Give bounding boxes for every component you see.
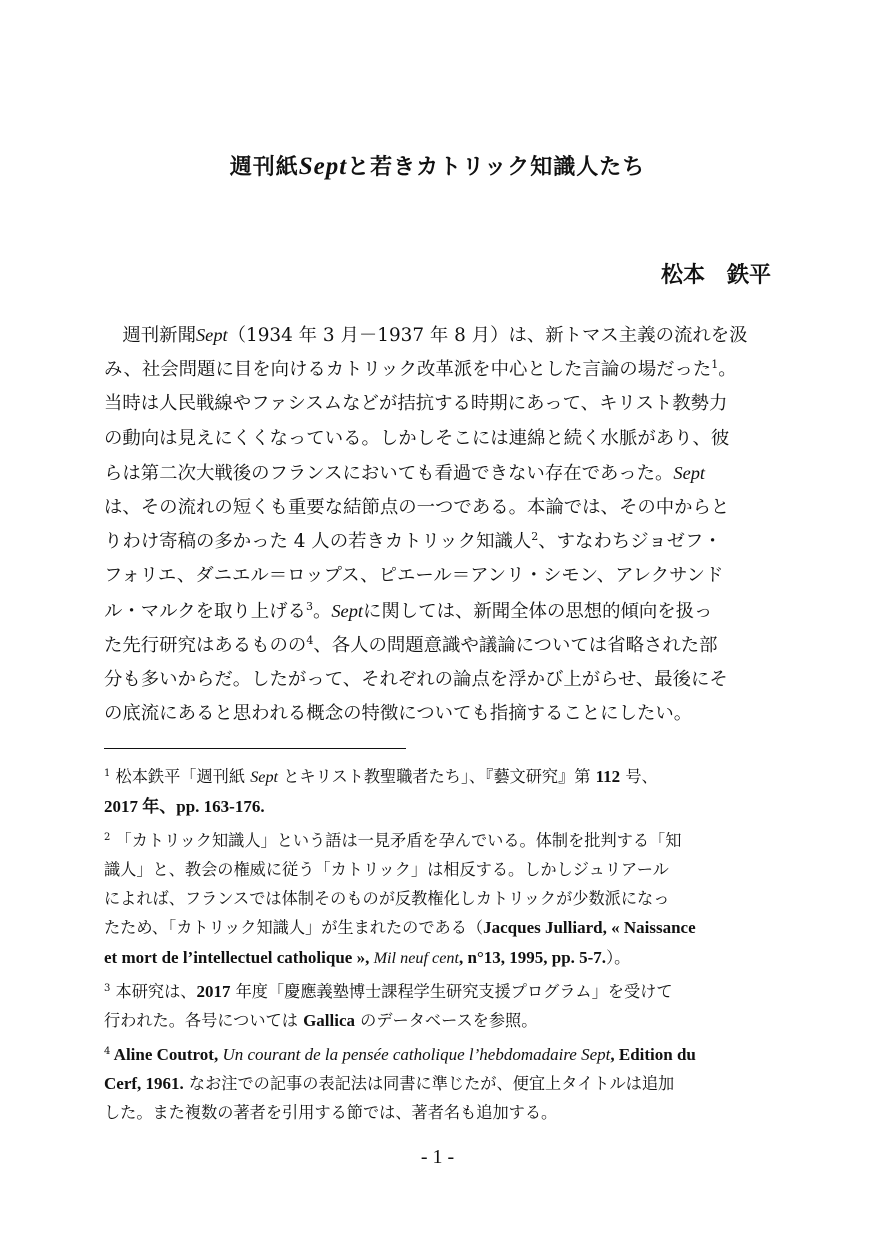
text-run: Aline Coutrot, [110, 1044, 223, 1064]
footnote-line [104, 1069, 776, 1098]
body-line [104, 629, 776, 663]
footnote-divider [104, 748, 406, 749]
body-line [104, 353, 776, 387]
body-line [104, 594, 776, 629]
footnote-line [104, 1006, 776, 1035]
text-run: 号、 [625, 767, 658, 786]
footnote-line [104, 943, 776, 973]
text-run: Jacques Julliard, « Naissance [483, 918, 696, 938]
footnote-number: 4 [104, 1045, 111, 1057]
italic-run: Sept [331, 600, 364, 621]
title-part-1: 週刊紙 [229, 155, 299, 180]
body-paragraph [104, 318, 776, 731]
footnote-ref[interactable]: 1 [711, 358, 719, 372]
text-run: 、すなわちジョゼフ・ [538, 531, 722, 553]
italic-run: Sept [673, 462, 706, 483]
footnote-3 [104, 977, 776, 1036]
text-run: た先行研究はあるものの [104, 634, 307, 656]
footnote-line [104, 913, 776, 942]
footnote-line: によれば、フランスでは体制そのものが反教権化しカトリックが少数派になっ [104, 889, 670, 909]
footnote-4 [104, 1040, 776, 1128]
italic-run: Un courant de la pensée catholique l’hebdomadaire Sept [222, 1044, 611, 1064]
text-run: 松本鉄平「週刊紙 [110, 767, 246, 786]
footnote-ref[interactable]: 4 [306, 633, 314, 647]
text-run: 年度「慶應義塾博士課程学生研究支援プログラム」を受けて [235, 982, 673, 1002]
body-line: の動向は見えにくくなっている。しかしそこには連綿と続く水脈があり、彼 [104, 427, 730, 449]
body-line [104, 456, 776, 491]
text-run: 「カトリック知識人」という語は一見矛盾を孕んでいる。体制を批判する「知 [110, 830, 682, 850]
footnote-line [104, 1040, 776, 1069]
text-run: 2017 [196, 982, 231, 1002]
text-run: 、各人の問題意識や議論については省略された部 [313, 634, 718, 656]
footnotes [104, 762, 776, 1132]
text-run: 。 [312, 600, 332, 622]
text-run: み、社会問題に目を向けるカトリック改革派を中心とした言論の場だった [104, 359, 712, 381]
footnote-line [104, 826, 776, 855]
text-run: たため、「カトリック知識人」が生まれたのである（ [104, 918, 484, 938]
title-part-2: と若きカトリック知識人たち [347, 155, 646, 180]
text-run: りわけ寄稿の多かった 4 人の若きカトリック知識人 [104, 531, 532, 553]
body-line [104, 525, 776, 559]
footnote-2 [104, 826, 776, 973]
text-run: （1934 年 3 月－1937 年 8 月）は、新トマス主義の流れを汲 [227, 325, 748, 346]
italic-run: Sept [195, 325, 228, 345]
title-italic-sept: Sept [298, 153, 348, 180]
text-run: 週刊新聞 [104, 325, 196, 346]
italic-run: Sept [250, 768, 279, 786]
footnote-1 [104, 762, 776, 822]
footnote-line [104, 977, 776, 1006]
text-run: 本研究は、 [110, 982, 197, 1002]
text-run: Gallica [303, 1011, 356, 1031]
text-run: なお注での記事の表記法は同書に準じたが、便宜上タイトルは追加 [183, 1073, 675, 1093]
footnote-line: 2017 年、pp. 163-176. [104, 797, 265, 817]
body-line: 分も多いからだ。したがって、それぞれの論点を浮かび上がらせ、最後にそ [104, 669, 728, 691]
body-line: の底流にあると思われる概念の特徴についても指摘することにしたい。 [104, 703, 693, 725]
text-run: ル・マルクを取り上げる [104, 600, 306, 622]
text-run: とキリスト教聖職者たち」、『藝文研究』第 [283, 767, 591, 786]
italic-run: Mil neuf cent [373, 948, 459, 967]
text-run: のデータベースを参照。 [355, 1011, 538, 1031]
text-run: 行われた。各号については [104, 1011, 304, 1031]
text-run: , Edition du [610, 1044, 696, 1064]
body-line: 当時は人民戦線やファシスムなどが拮抗する時期にあって、キリスト教勢力 [104, 393, 728, 415]
text-run: に関しては、新聞全体の思想的傾向を扱っ [363, 600, 713, 622]
footnote-number: 2 [104, 831, 111, 843]
body-line: フォリエ、ダニエル＝ロップス、ピエール＝アンリ・シモン、アレクサンド [104, 565, 724, 587]
body-line: は、その流れの短くも重要な結節点の一つである。本論では、その中からと [104, 497, 730, 519]
text-run: 。 [718, 359, 737, 381]
text-run: らは第二次大戦後のフランスにおいても看過できない存在であった。 [104, 462, 674, 484]
footnote-ref[interactable]: 3 [305, 599, 313, 613]
text-run: ）。 [606, 947, 631, 967]
text-run: Cerf, 1961. [104, 1073, 184, 1093]
text-run: 112 [595, 767, 621, 786]
footnote-line: 識人」と、教会の権威に従う「カトリック」は相反する。しかしジュリアール [104, 859, 669, 879]
page-number: - 1 - [420, 1146, 455, 1168]
footnote-line [104, 762, 776, 792]
footnote-number: 1 [104, 768, 111, 779]
footnote-number: 3 [104, 983, 111, 995]
body-line [104, 318, 776, 353]
paper-title [0, 150, 875, 181]
footnote-line: した。また複数の著者を引用する節では、著者名も追加する。 [104, 1103, 558, 1123]
text-run: et mort de l’intellectuel catholique », [104, 947, 374, 967]
text-run: , n°13, 1995, pp. 5-7. [458, 947, 607, 967]
footnote-ref[interactable]: 2 [531, 530, 539, 544]
author-name: 松本 鉄平 [660, 263, 771, 288]
